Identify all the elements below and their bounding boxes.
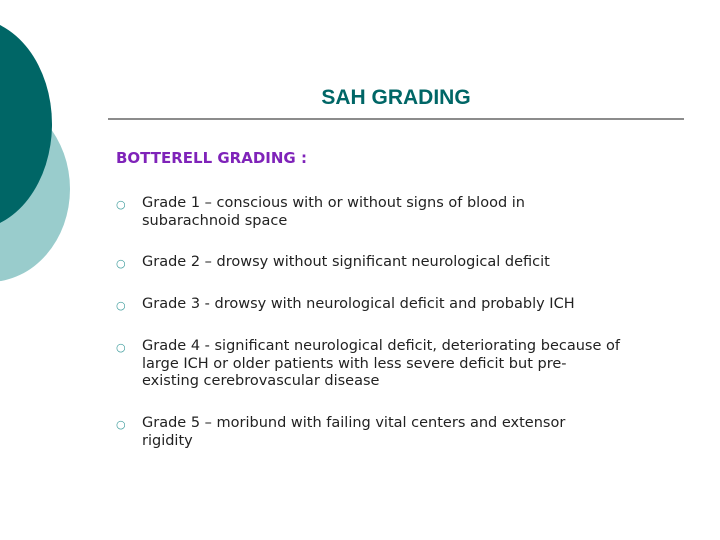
list-item-grade-3	[142, 296, 682, 314]
list-item-line: Grade 5 – moribund with failing vital centers and extensor	[142, 415, 566, 431]
list-item-grade-2	[142, 254, 682, 272]
list-item-line: Grade 1 – conscious with or without signs of blood in	[142, 195, 525, 211]
list-item-grade-5	[142, 415, 682, 450]
list-item-line: Grade 4 - significant neurological deficit, deteriorating because of	[142, 338, 620, 354]
bullet-icon: ○	[116, 299, 126, 312]
list-item-line: Grade 3 - drowsy with neurological deficit and probably ICH	[142, 296, 575, 312]
list-item-grade-1	[142, 195, 682, 230]
bullet-icon: ○	[116, 257, 126, 270]
list-item-line: rigidity	[142, 432, 193, 449]
bullet-icon: ○	[116, 341, 126, 354]
bullet-icon: ○	[116, 418, 126, 431]
list-item-line: large ICH or older patients with less severe deficit but pre-	[142, 355, 567, 372]
list-item-line: subarachnoid space	[142, 212, 288, 229]
list-item-line: Grade 2 – drowsy without significant neurological deficit	[142, 254, 550, 270]
list-item-grade-4	[142, 338, 682, 391]
list-item-line: existing cerebrovascular disease	[142, 373, 380, 389]
bullet-icon: ○	[116, 198, 126, 211]
title-divider	[108, 118, 684, 120]
slide-title: SAH GRADING	[321, 86, 471, 109]
section-heading: BOTTERELL GRADING :	[116, 149, 307, 167]
